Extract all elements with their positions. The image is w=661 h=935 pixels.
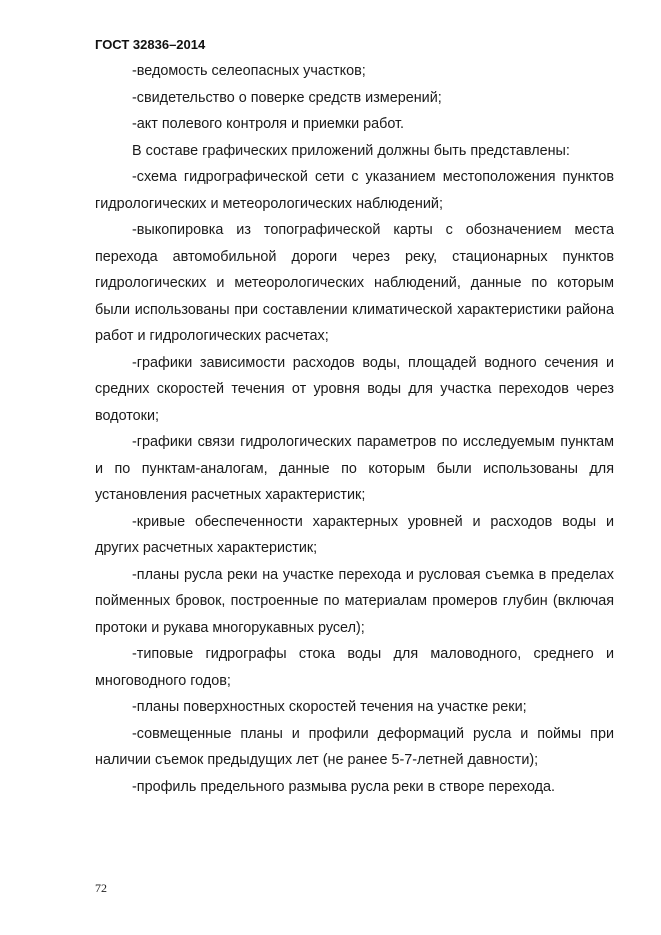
- list-item-discharge-graphs: -графики зависимости расходов воды, площадей водного сечения и средних скоростей течения от уровня воды для участка переходов через водотоки;: [95, 354, 614, 424]
- list-item-acceptance-act: -акт полевого контроля и приемки работ.: [132, 116, 405, 132]
- list-item-deformation-plans: -совмещенные планы и профили деформаций русла и поймы при наличии съемок предыдущих лет (не ранее 5-7-летней давности);: [95, 725, 614, 768]
- list-item-calibration-certificate: -свидетельство о поверке средств измерений;: [132, 89, 442, 106]
- list-item-hydrographs: -типовые гидрографы стока воды для маловодного, среднего и многоводного годов;: [95, 646, 614, 689]
- list-item-correlation-graphs: -графики связи гидрологических параметров по исследуемым пунктам и по пунктам-аналогам, данные по которым были использованы для установления расчетных характеристик;: [95, 434, 614, 503]
- list-item-scour-profile: -профиль предельного размыва русла реки в створе перехода.: [132, 778, 556, 795]
- standard-header: ГОСТ 32836–2014: [95, 37, 206, 52]
- list-item-channel-plans: -планы русла реки на участке перехода и русловая съемка в пределах пойменных бровок, построенные по материалам промеров глубин (включая протоки и рукава многорукавных русел);: [95, 566, 614, 636]
- list-item-hydrographic-scheme: -схема гидрографической сети с указанием местоположения пунктов гидрологических и метеорологических наблюдений;: [95, 169, 614, 212]
- list-item-velocity-plans: -планы поверхностных скоростей течения на участке реки;: [132, 699, 527, 715]
- document-body: [95, 58, 614, 800]
- graphic-appendices-intro: В составе графических приложений должны быть представлены:: [132, 142, 570, 159]
- list-item-topographic-extract: -выкопировка из топографической карты с обозначением места перехода автомобильной дороги через реку, стационарных пунктов гидрологических и метеорологических наблюдений, данные по которым были использованы при составлении климатической характеристики района работ и гидрологических расчетах;: [95, 222, 614, 344]
- page-number: 72: [95, 881, 107, 895]
- list-item-probability-curves: -кривые обеспеченности характерных уровней и расходов воды и других расчетных характеристик;: [95, 513, 614, 556]
- list-item-hazard-register: -ведомость селеопасных участков;: [132, 63, 366, 79]
